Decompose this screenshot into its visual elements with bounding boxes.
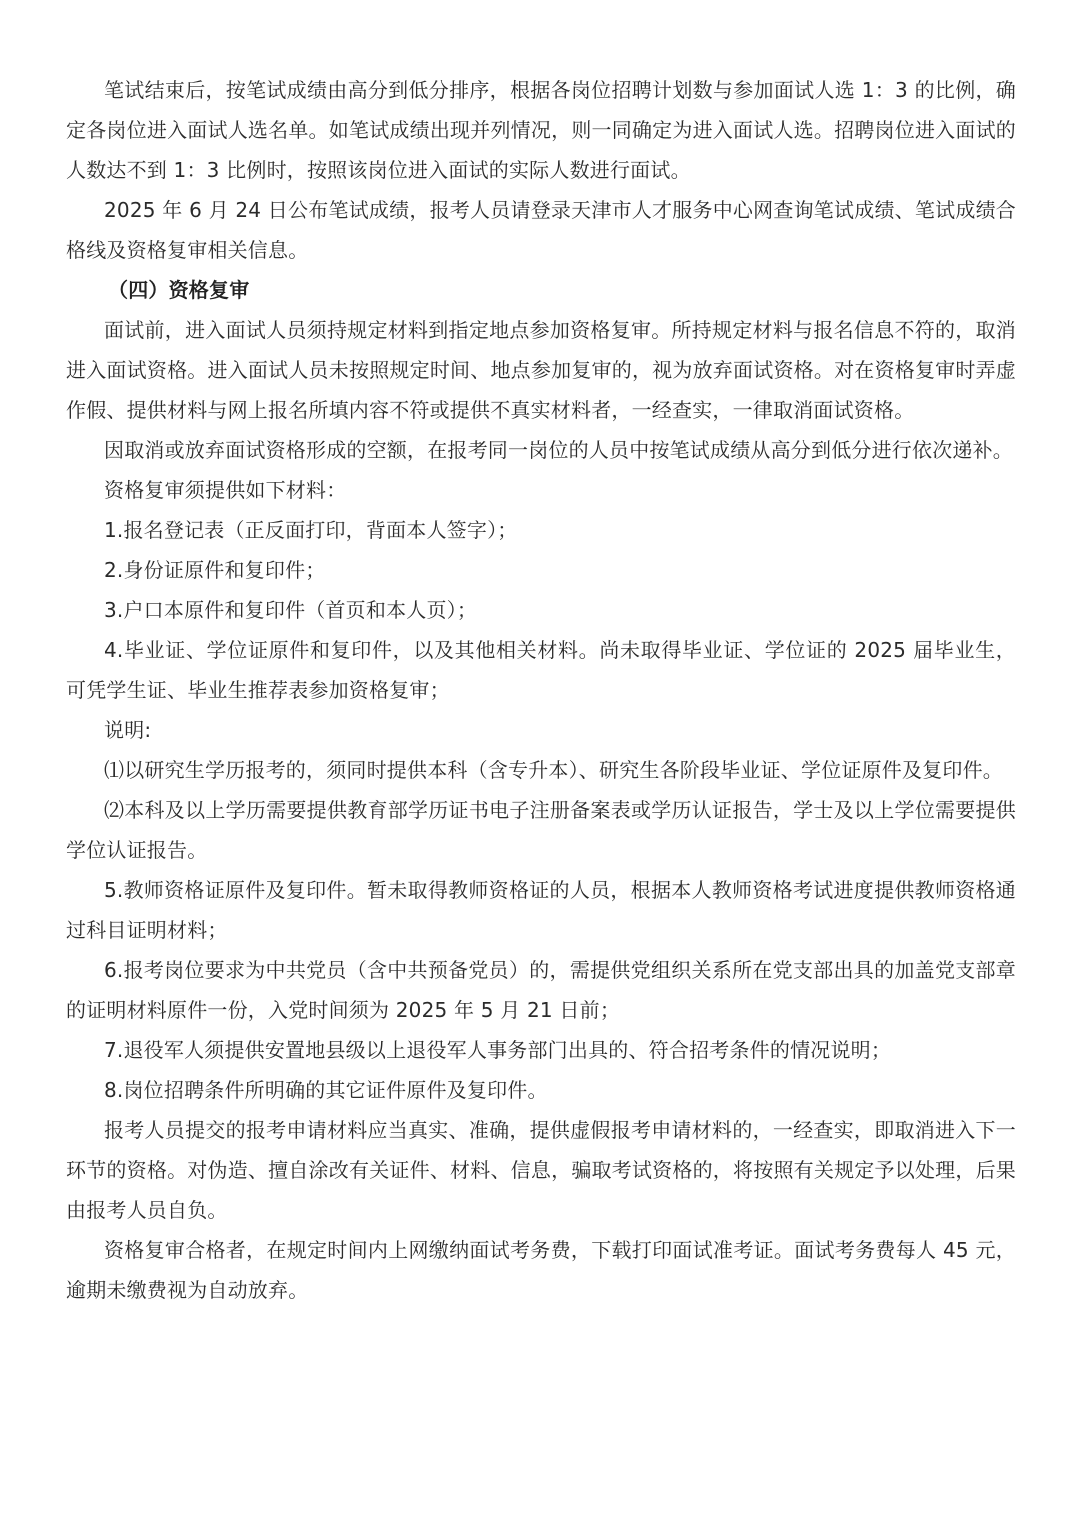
list-item-household-register: 3.户口本原件和复印件（首页和本人页）； [104,598,478,622]
list-item-registration-form: 1.报名登记表（正反面打印，背面本人签字）； [104,518,518,542]
list-item-diploma: 4.毕业证、学位证原件和复印件，以及其他相关材料。尚未取得毕业证、学位证的 2025 届毕业生，可凭学生证、毕业生推荐表参加资格复审； [66,638,1016,702]
paragraph-vacancy-fill: 因取消或放弃面试资格形成的空额，在报考同一岗位的人员中按笔试成绩从高分到低分进行依次递补。 [104,438,1013,462]
note-item-certification: ⑵本科及以上学历需要提供教育部学历证书电子注册备案表或学历认证报告，学士及以上学位需要提供学位认证报告。 [66,798,1016,862]
paragraph-interview-fee: 资格复审合格者，在规定时间内上网缴纳面试考务费，下载打印面试准考证。面试考务费每人 45 元，逾期未缴费视为自动放弃。 [66,1238,1016,1302]
paragraph-truthfulness: 报考人员提交的报考申请材料应当真实、准确，提供虚假报考申请材料的，一经查实，即取消进入下一环节的资格。对伪造、擅自涂改有关证件、材料、信息，骗取考试资格的，将按照有关规定予以处理，后果由报考人员自负。 [66,1118,1016,1222]
list-item-party-member: 6.报考岗位要求为中共党员（含中共预备党员）的，需提供党组织关系所在党支部出具的加盖党支部章的证明材料原件一份，入党时间须为 2025 年 5 月 21 日前； [66,958,1016,1022]
list-item-teacher-certificate: 5.教师资格证原件及复印件。暂未取得教师资格证的人员，根据本人教师资格考试进度提供教师资格通过科目证明材料； [66,878,1016,942]
list-item-id-card: 2.身份证原件和复印件； [104,558,326,582]
paragraph-review-requirement: 面试前，进入面试人员须持规定材料到指定地点参加资格复审。所持规定材料与报名信息不符的，取消进入面试资格。进入面试人员未按照规定时间、地点参加复审的，视为放弃面试资格。对在资格复审时弄虚作假、提供材料与网上报名所填内容不符或提供不真实材料者，一经查实，一律取消面试资格。 [66,318,1016,422]
note-item-graduate: ⑴以研究生学历报考的，须同时提供本科（含专升本）、研究生各阶段毕业证、学位证原件及复印件。 [104,758,1003,782]
document-page [66,70,1016,1310]
list-item-other-certificates: 8.岗位招聘条件所明确的其它证件原件及复印件。 [104,1078,548,1102]
paragraph-score-release: 2025 年 6 月 24 日公布笔试成绩，报考人员请登录天津市人才服务中心网查询笔试成绩、笔试成绩合格线及资格复审相关信息。 [66,198,1016,262]
paragraph-materials-intro: 资格复审须提供如下材料： [104,478,347,502]
paragraph-note-label: 说明: [104,718,152,742]
section-heading-qualification-review: （四）资格复审 [108,278,250,302]
paragraph-interview-ratio: 笔试结束后，按笔试成绩由高分到低分排序，根据各岗位招聘计划数与参加面试人选 1：3 的比例，确定各岗位进入面试人选名单。如笔试成绩出现并列情况，则一同确定为进入面试人选。招聘岗位进入面试的人数达不到 1：3 比例时，按照该岗位进入面试的实际人数进行面试。 [66,78,1016,182]
list-item-veteran: 7.退役军人须提供安置地县级以上退役军人事务部门出具的、符合招考条件的情况说明； [104,1038,892,1062]
